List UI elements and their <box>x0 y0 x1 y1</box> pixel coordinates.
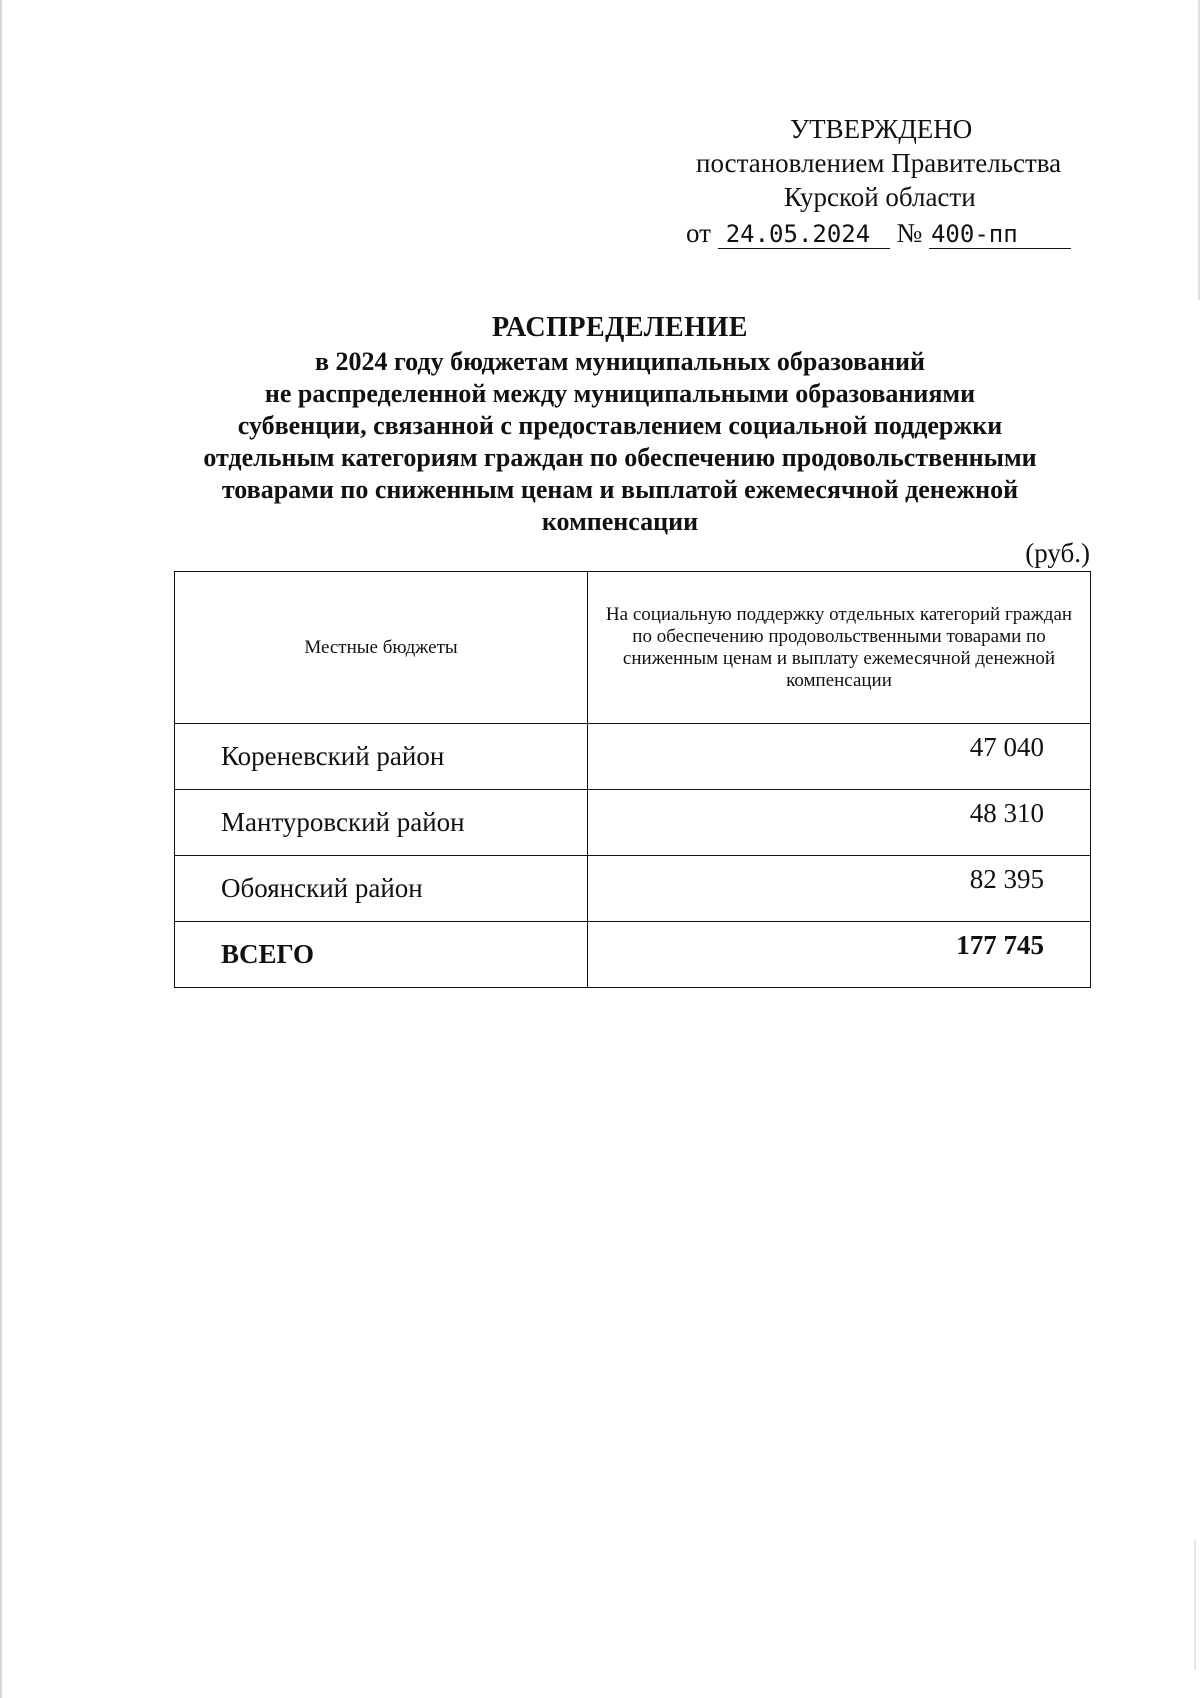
scan-edge <box>0 0 2 1698</box>
approval-date-number <box>650 216 1110 250</box>
table-row <box>175 724 1091 790</box>
approval-title: УТВЕРЖДЕНО <box>790 114 973 144</box>
column-header-amount: На социальную поддержку отдельных категорий граждан по обеспечению продовольственными товарами по сниженным ценам и выплату ежемесячной денежной компенсации <box>588 572 1091 724</box>
district-name: Кореневский район <box>175 724 588 790</box>
decree-date: 24.05.2024 <box>718 220 890 249</box>
district-amount: 47 040 <box>588 724 1091 790</box>
table-total-row <box>175 922 1091 988</box>
approval-region: Курской области <box>784 182 976 212</box>
district-name: Обоянский район <box>175 856 588 922</box>
title-line: не распределенной между муниципальными образованиями <box>264 379 976 408</box>
title-heading: РАСПРЕДЕЛЕНИЕ <box>492 312 748 343</box>
table-row <box>175 790 1091 856</box>
total-label: ВСЕГО <box>175 922 588 988</box>
from-label: от <box>686 218 711 248</box>
approval-authority: постановлением Правительства <box>696 148 1062 178</box>
approval-stamp-block <box>650 112 1110 250</box>
scan-edge <box>1194 1540 1196 1670</box>
title-line: субвенции, связанной с предоставлением социальной поддержки <box>237 411 1003 440</box>
column-header-budgets: Местные бюджеты <box>175 572 588 724</box>
number-label: № <box>896 218 923 248</box>
title-line: отдельным категориям граждан по обеспечению продовольственными <box>203 443 1037 472</box>
table-row <box>175 856 1091 922</box>
district-name: Мантуровский район <box>175 790 588 856</box>
currency-unit: (руб.) <box>1025 538 1090 568</box>
total-amount: 177 745 <box>588 922 1091 988</box>
decree-number: 400-пп <box>929 220 1071 249</box>
distribution-table <box>174 571 1091 988</box>
district-amount: 48 310 <box>588 790 1091 856</box>
table-header-row <box>175 572 1091 724</box>
document-title <box>130 310 1110 538</box>
title-line: товарами по сниженным ценам и выплатой ежемесячной денежной <box>221 475 1019 504</box>
title-line: в 2024 году бюджетам муниципальных образований <box>314 347 926 376</box>
district-amount: 82 395 <box>588 856 1091 922</box>
title-line: компенсации <box>541 507 699 536</box>
